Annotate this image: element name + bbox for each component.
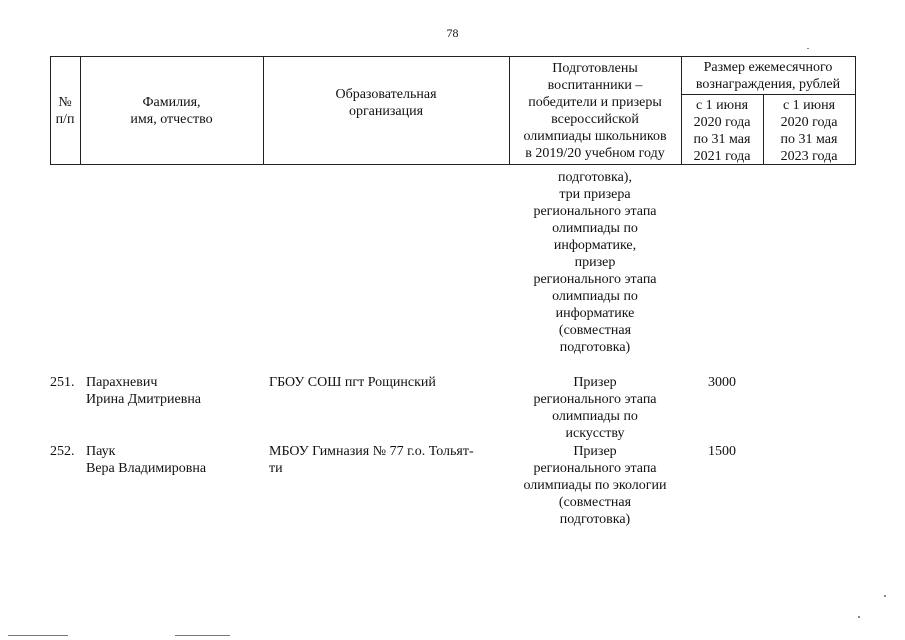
header-prepared: Подготовлены воспитанники – победители и призеры всероссийской олимпиады школьников в 2019/20 учебном году (523, 61, 667, 161)
row-organization: МБОУ Гимназия № 77 г.о. Тольят- ти (269, 444, 474, 476)
scan-speck (858, 616, 860, 618)
continuation-prepared: подготовка), три призера регионального этапа олимпиады по информатике, призер регионального этапа олимпиады по информатике (совместная подготовка) (533, 170, 657, 355)
row-prepared: Призер регионального этапа олимпиады по экологии (совместная подготовка) (523, 444, 667, 527)
header-num: № п/п (55, 95, 75, 127)
scan-speck (807, 48, 809, 49)
table-right-border (855, 56, 856, 165)
row-name: Паук Вера Владимировна (86, 444, 207, 476)
row-num: 251. (50, 375, 75, 390)
row-num: 252. (50, 444, 75, 459)
page-number: 78 (446, 26, 459, 40)
header-organization: Образовательная организация (335, 87, 437, 119)
row-prepared: Призер регионального этапа олимпиады по искусству (533, 375, 657, 441)
scan-speck (8, 635, 68, 636)
row-organization: ГБОУ СОШ пгт Рощинский (269, 375, 436, 390)
header-name: Фамилия, имя, отчество (130, 95, 213, 127)
header-period-2023: с 1 июня 2020 года по 31 мая 2023 года (780, 98, 838, 164)
row-name: Парахневич Ирина Дмитриевна (86, 375, 202, 407)
header-period-2021: с 1 июня 2020 года по 31 мая 2021 года (693, 98, 751, 164)
scan-speck (175, 635, 230, 636)
row-award: 3000 (708, 375, 736, 390)
header-award: Размер ежемесячного вознаграждения, рублей (695, 60, 841, 92)
table-top-border (50, 56, 855, 57)
award-split-border (681, 94, 855, 95)
row-award: 1500 (708, 444, 736, 459)
scan-speck (884, 595, 886, 597)
